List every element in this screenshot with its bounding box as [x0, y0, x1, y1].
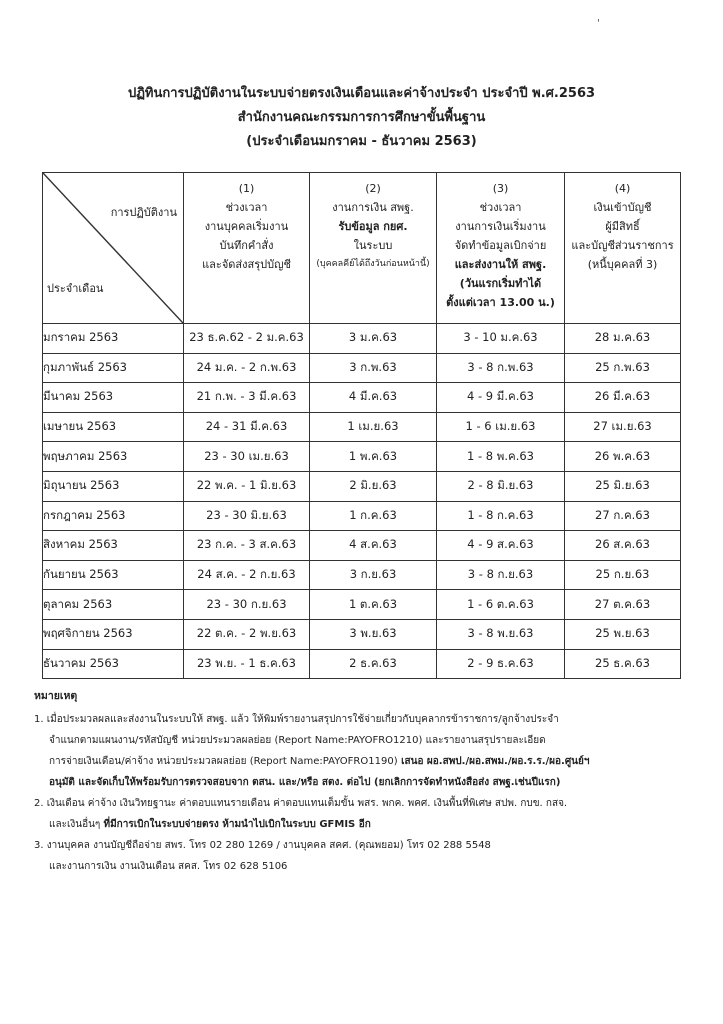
table-row	[43, 590, 681, 620]
finance-date-cell: 3 พ.ย.63	[310, 619, 437, 649]
table-row	[43, 471, 681, 501]
period-cell: 21 ก.พ. - 3 มี.ค.63	[184, 383, 310, 413]
header-text: (บุคคลคีย์ได้ถึงวันก่อนหน้านี้)	[316, 259, 430, 269]
stray-mark: '	[597, 18, 600, 29]
period-cell: 23 - 30 ก.ย.63	[184, 590, 310, 620]
table-row	[43, 412, 681, 442]
payment-date-cell: 25 ก.ย.63	[565, 560, 681, 590]
processing-period-cell: 2 - 9 ธ.ค.63	[437, 649, 565, 679]
header-col-3	[437, 173, 565, 324]
table-row	[43, 442, 681, 472]
month-cell: สิงหาคม 2563	[43, 531, 184, 561]
document-title	[0, 82, 723, 154]
month-cell: พฤษภาคม 2563	[43, 442, 184, 472]
period-cell: 22 พ.ค. - 1 มิ.ย.63	[184, 471, 310, 501]
period-cell: 23 พ.ย. - 1 ธ.ค.63	[184, 649, 310, 679]
header-row	[43, 173, 681, 324]
header-text: งานการเงินเริ่มงาน	[455, 220, 546, 233]
finance-date-cell: 1 เม.ย.63	[310, 412, 437, 442]
note-3-line-2: และงานการเงิน งานเงินเดือน สคส. โทร 02 628 5106	[49, 861, 288, 872]
header-text: จัดทำข้อมูลเบิกจ่าย	[454, 239, 547, 252]
header-text: (หนี้บุคคลที่ 3)	[587, 258, 658, 271]
month-cell: มกราคม 2563	[43, 324, 184, 354]
table-row	[43, 353, 681, 383]
table-row	[43, 324, 681, 354]
month-cell: พฤศจิกายน 2563	[43, 619, 184, 649]
title-line-2: สำนักงานคณะกรรมการการศึกษาขั้นพื้นฐาน	[237, 110, 486, 125]
payment-date-cell: 26 ส.ค.63	[565, 531, 681, 561]
note-1-line-4: อนุมัติ และจัดเก็บให้พร้อมรับการตรวจสอบจาก ตสน. และ/หรือ สตง. ต่อไป (ยกเลิกการจัดทำหนังสือส่ง สพฐ.เช่นปีแรก)	[49, 777, 561, 788]
header-text: งานการเงิน สพฐ.	[332, 201, 414, 214]
payment-date-cell: 25 ธ.ค.63	[565, 649, 681, 679]
corner-header	[43, 173, 184, 324]
note-1-line-3-text: การจ่ายเงินเดือน/ค่าจ้าง หน่วยประมวลผลย่อย (Report Name:PAYOFRO1190)	[49, 756, 398, 767]
header-text: บันทึกคำสั่ง	[219, 239, 274, 252]
payment-date-cell: 27 เม.ย.63	[565, 412, 681, 442]
note-1-line-1: 1. เมื่อประมวลผลและส่งงานในระบบให้ สพฐ. แล้ว ให้พิมพ์รายงานสรุปการใช้จ่ายเกี่ยวกับบุคลากรข้าราชการ/ลูกจ้างประจำ	[34, 714, 559, 725]
processing-period-cell: 1 - 8 พ.ค.63	[437, 442, 565, 472]
title-line-3: (ประจำเดือนมกราคม - ธันวาคม 2563)	[246, 134, 477, 149]
finance-date-cell: 3 ม.ค.63	[310, 324, 437, 354]
schedule-table	[42, 172, 681, 679]
finance-date-cell: 4 มี.ค.63	[310, 383, 437, 413]
month-cell: มิถุนายน 2563	[43, 471, 184, 501]
header-text: รับข้อมูล กยศ.	[338, 220, 408, 233]
table-row	[43, 501, 681, 531]
processing-period-cell: 3 - 8 พ.ย.63	[437, 619, 565, 649]
header-text: (1)	[238, 182, 255, 195]
table-row	[43, 531, 681, 561]
processing-period-cell: 1 - 6 ต.ค.63	[437, 590, 565, 620]
processing-period-cell: 1 - 6 เม.ย.63	[437, 412, 565, 442]
period-cell: 24 - 31 มี.ค.63	[184, 412, 310, 442]
processing-period-cell: 3 - 10 ม.ค.63	[437, 324, 565, 354]
period-cell: 24 ส.ค. - 2 ก.ย.63	[184, 560, 310, 590]
period-cell: 23 - 30 เม.ย.63	[184, 442, 310, 472]
header-col-4	[565, 173, 681, 324]
payment-date-cell: 25 พ.ย.63	[565, 619, 681, 649]
header-text: (4)	[614, 182, 631, 195]
header-text: ผู้มีสิทธิ์	[605, 220, 640, 233]
payment-date-cell: 27 ก.ค.63	[565, 501, 681, 531]
header-col-2	[310, 173, 437, 324]
header-text: (3)	[492, 182, 509, 195]
note-2-line-2-text: และเงินอื่นๆ	[49, 819, 104, 830]
processing-period-cell: 4 - 9 มี.ค.63	[437, 383, 565, 413]
month-cell: ธันวาคม 2563	[43, 649, 184, 679]
payment-date-cell: 25 มิ.ย.63	[565, 471, 681, 501]
finance-date-cell: 2 มิ.ย.63	[310, 471, 437, 501]
header-text: เงินเข้าบัญชี	[593, 201, 652, 214]
header-text: (วันแรกเริ่มทำได้	[459, 277, 542, 290]
period-cell: 23 ก.ค. - 3 ส.ค.63	[184, 531, 310, 561]
header-text: งานบุคคลเริ่มงาน	[204, 220, 289, 233]
payment-date-cell: 26 มี.ค.63	[565, 383, 681, 413]
note-2-line-2-bold: ที่มีการเบิกในระบบจ่ายตรง ห้ามนำไปเบิกในระบบ GFMIS อีก	[103, 819, 371, 830]
payment-date-cell: 27 ต.ค.63	[565, 590, 681, 620]
month-cell: เมษายน 2563	[43, 412, 184, 442]
month-cell: กรกฎาคม 2563	[43, 501, 184, 531]
header-text: และส่งงานให้ สพฐ.	[454, 258, 547, 271]
finance-date-cell: 4 ส.ค.63	[310, 531, 437, 561]
period-cell: 22 ต.ค. - 2 พ.ย.63	[184, 619, 310, 649]
processing-period-cell: 1 - 8 ก.ค.63	[437, 501, 565, 531]
finance-date-cell: 1 ต.ค.63	[310, 590, 437, 620]
period-cell: 23 - 30 มิ.ย.63	[184, 501, 310, 531]
note-1-line-3	[34, 751, 694, 772]
finance-date-cell: 3 ก.พ.63	[310, 353, 437, 383]
table-row	[43, 619, 681, 649]
finance-date-cell: 1 พ.ค.63	[310, 442, 437, 472]
diagonal-divider	[43, 173, 183, 323]
processing-period-cell: 2 - 8 มิ.ย.63	[437, 471, 565, 501]
processing-period-cell: 3 - 8 ก.ย.63	[437, 560, 565, 590]
payment-date-cell: 28 ม.ค.63	[565, 324, 681, 354]
month-cell: กุมภาพันธ์ 2563	[43, 353, 184, 383]
header-text: และจัดส่งสรุปบัญชี	[202, 258, 291, 271]
payment-date-cell: 26 พ.ค.63	[565, 442, 681, 472]
header-text: (2)	[365, 182, 381, 195]
note-2-line-2	[34, 814, 694, 835]
corner-label-task: การปฏิบัติงาน	[110, 206, 177, 219]
table-row	[43, 649, 681, 679]
finance-date-cell: 2 ธ.ค.63	[310, 649, 437, 679]
header-text: ตั้งแต่เวลา 13.00 น.)	[446, 296, 555, 309]
note-3-line-1: 3. งานบุคคล งานบัญชีถือจ่าย สพร. โทร 02 280 1269 / งานบุคคล สคศ. (คุณพยอม) โทร 02 288 5548	[34, 840, 491, 851]
note-1-line-3-bold: เสนอ ผอ.สพป./ผอ.สพม./ผอ.ร.ร./ผอ.ศูนย์ฯ	[397, 756, 590, 767]
table-row	[43, 383, 681, 413]
table-row	[43, 560, 681, 590]
title-line-1: ปฏิทินการปฏิบัติงานในระบบจ่ายตรงเงินเดือนและค่าจ้างประจำ ประจำปี พ.ศ.2563	[127, 86, 596, 101]
note-1-line-2: จำแนกตามแผนงาน/รหัสบัญชี หน่วยประมวลผลย่อย (Report Name:PAYOFRO1210) และรายงานสรุปรายละเอียด	[49, 735, 546, 746]
period-cell: 24 ม.ค. - 2 ก.พ.63	[184, 353, 310, 383]
month-cell: มีนาคม 2563	[43, 383, 184, 413]
corner-label-month: ประจำเดือน	[47, 282, 104, 295]
processing-period-cell: 4 - 9 ส.ค.63	[437, 531, 565, 561]
processing-period-cell: 3 - 8 ก.พ.63	[437, 353, 565, 383]
month-cell: กันยายน 2563	[43, 560, 184, 590]
period-cell: 23 ธ.ค.62 - 2 ม.ค.63	[184, 324, 310, 354]
notes-section	[34, 686, 694, 877]
header-text: และบัญชีส่วนราชการ	[571, 239, 674, 252]
note-2-line-1: 2. เงินเดือน ค่าจ้าง เงินวิทยฐานะ ค่าตอบแทนรายเดือน ค่าตอบแทนเต็มขั้น พสร. พกค. พคศ. เงินพื้นที่พิเศษ สปพ. กบข. กสจ.	[34, 798, 568, 809]
payment-date-cell: 25 ก.พ.63	[565, 353, 681, 383]
header-text: ช่วงเวลา	[225, 201, 268, 214]
month-cell: ตุลาคม 2563	[43, 590, 184, 620]
notes-heading: หมายเหตุ	[34, 690, 78, 702]
finance-date-cell: 1 ก.ค.63	[310, 501, 437, 531]
header-text: ในระบบ	[353, 239, 393, 252]
header-col-1	[184, 173, 310, 324]
finance-date-cell: 3 ก.ย.63	[310, 560, 437, 590]
header-text: ช่วงเวลา	[479, 201, 522, 214]
